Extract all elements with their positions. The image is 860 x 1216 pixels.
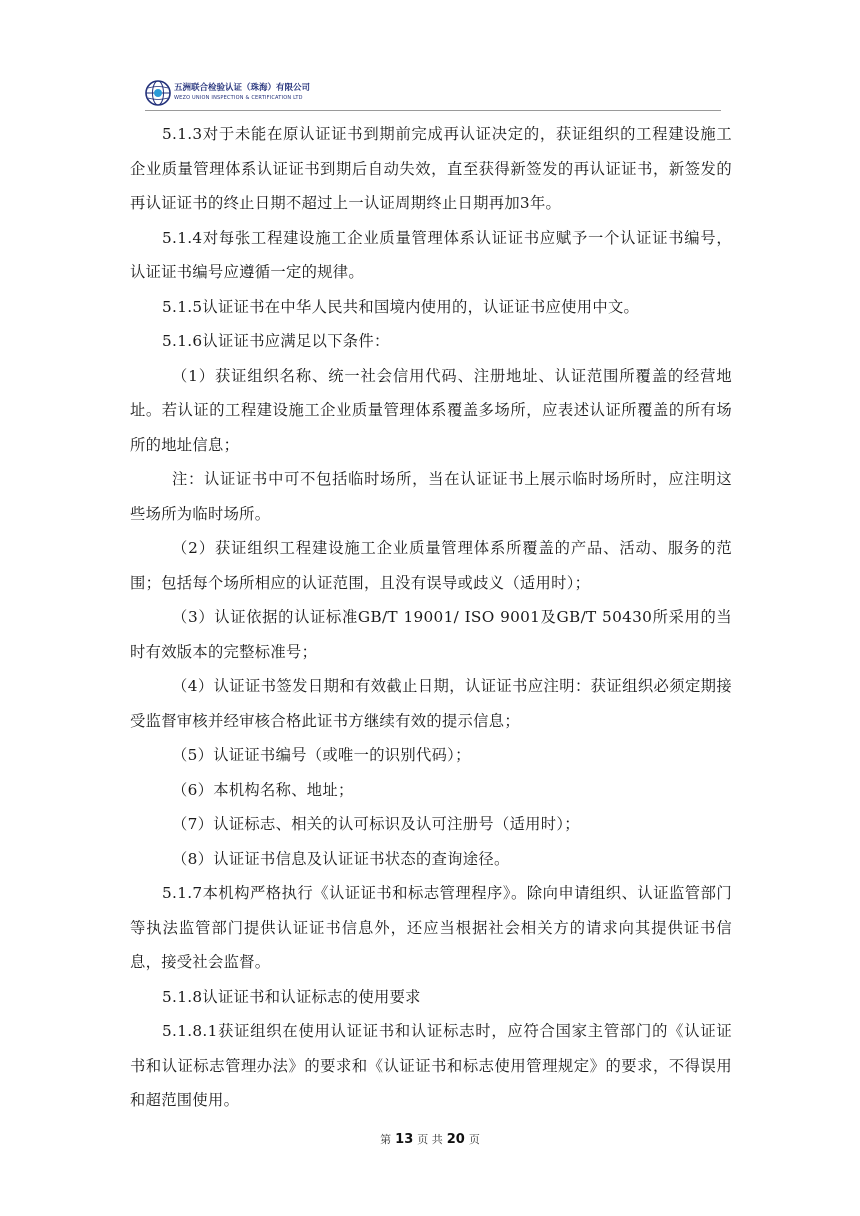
paragraph-5-1-7: 5.1.7本机构严格执行《认证证书和标志管理程序》。除向申请组织、认证监管部门等执法监管部门提供认证证书信息外，还应当根据社会相关方的请求向其提供证书信息，接受社会监督。 — [130, 884, 732, 971]
paragraph-5-1-4: 5.1.4对每张工程建设施工企业质量管理体系认证证书应赋予一个认证证书编号，认证证书编号应遵循一定的规律。 — [130, 228, 732, 281]
paragraph-5-1-8: 5.1.8认证证书和认证标志的使用要求 — [162, 987, 421, 1006]
paragraph-5-1-8-1: 5.1.8.1获证组织在使用认证证书和认证标志时，应符合国家主管部门的《认证证书和认证标志管理办法》的要求和《认证证书和标志使用管理规定》的要求，不得误用和超范围使用。 — [130, 1022, 732, 1109]
page-footer — [0, 1131, 860, 1147]
header-divider — [145, 110, 721, 111]
paragraph-5-1-3: 5.1.3对于未能在原认证证书到期前完成再认证决定的，获证组织的工程建设施工企业质量管理体系认证证书到期后自动失效，直至获得新签发的再认证证书，新签发的再认证证书的终止日期不超过上一认证周期终止日期再加3年。 — [130, 125, 732, 212]
globe-logo-icon — [145, 80, 171, 106]
list-item-8: （8）认证证书信息及认证证书状态的查询途径。 — [172, 849, 510, 868]
paragraph-5-1-5: 5.1.5认证证书在中华人民共和国境内使用的，认证证书应使用中文。 — [162, 297, 640, 316]
footer-prefix: 第 — [380, 1133, 392, 1146]
footer-middle: 页 共 — [417, 1133, 443, 1146]
company-name — [174, 83, 310, 102]
footer-suffix: 页 — [468, 1133, 480, 1146]
list-item-7: （7）认证标志、相关的认可标识及认可注册号（适用时）； — [172, 815, 580, 833]
list-item-2: （2）获证组织工程建设施工企业质量管理体系所覆盖的产品、活动、服务的范围；包括每个场所相应的认证范围，且没有误导或歧义（适用时）； — [130, 539, 732, 592]
list-item-1: （1）获证组织名称、统一社会信用代码、注册地址、认证范围所覆盖的经营地址。若认证的工程建设施工企业质量管理体系覆盖多场所，应表述认证所覆盖的所有场所的地址信息； — [130, 366, 732, 454]
paragraph-5-1-6: 5.1.6认证证书应满足以下条件： — [162, 332, 390, 350]
page-number: 13 — [395, 1132, 414, 1147]
list-item-6: （6）本机构名称、地址； — [172, 780, 354, 799]
list-item-5: （5）认证证书编号（或唯一的识别代码）； — [172, 746, 471, 764]
company-name-en: WEZO UNION INSPECTION & CERTIFICATION LTD — [174, 95, 303, 101]
document-body — [130, 117, 732, 1118]
note-paragraph: 注：认证证书中可不包括临时场所，当在认证证书上展示临时场所时，应注明这些场所为临时场所。 — [130, 470, 732, 523]
list-item-3: （3）认证依据的认证标准GB/T 19001/ ISO 9001及GB/T 50430所采用的当时有效版本的完整标准号； — [130, 608, 732, 661]
total-pages: 20 — [446, 1132, 465, 1147]
company-name-cn: 五洲联合检验认证（珠海）有限公司 — [174, 83, 311, 93]
list-item-4: （4）认证证书签发日期和有效截止日期，认证证书应注明：获证组织必须定期接受监督审核并经审核合格此证书方继续有效的提示信息； — [130, 677, 732, 730]
